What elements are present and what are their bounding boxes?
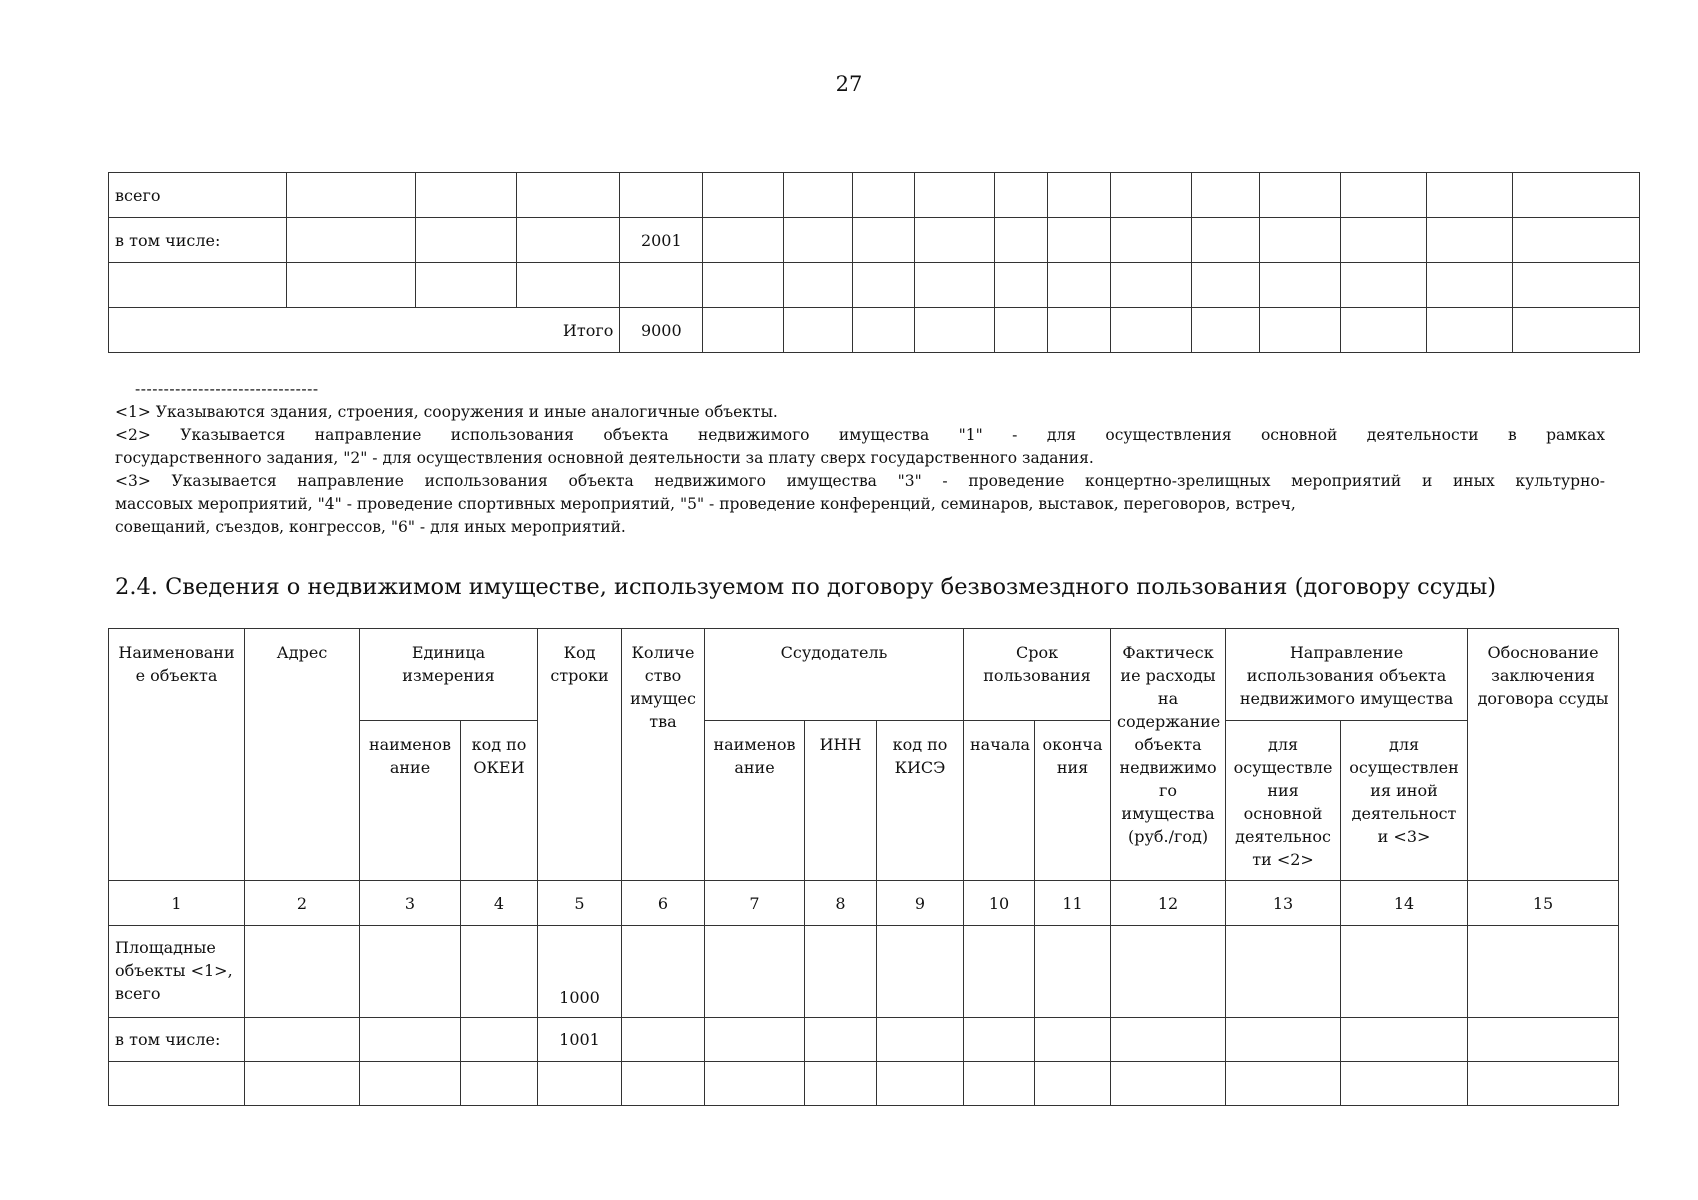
column-number: 5 [538, 881, 622, 926]
row-code [620, 173, 703, 218]
row-code: 1001 [538, 1018, 622, 1062]
column-number: 9 [877, 881, 964, 926]
header-lender-inn: ИНН [805, 721, 877, 881]
header-row [109, 629, 1619, 721]
table-row [109, 1062, 1619, 1106]
column-number: 6 [622, 881, 705, 926]
row-code: 1000 [538, 926, 622, 1018]
row-label [109, 1062, 245, 1106]
header-justification: Обоснование заключения договора ссуды [1468, 629, 1619, 881]
header-address: Адрес [245, 629, 360, 881]
total-label: Итого [109, 308, 620, 353]
footnote-2-line-1: <2> Указывается направление использования объекта недвижимого имущества "1" - для осуществления основной деятельности в рамках [115, 426, 1605, 444]
row-label: в том числе: [109, 218, 287, 263]
header-quantity: Количе ство имущес тва [622, 629, 705, 881]
column-number: 13 [1226, 881, 1341, 926]
table-row [109, 263, 1640, 308]
section-title: 2.4. Сведения о недвижимом имуществе, используемом по договору безвозмездного пользования (договору ссуды) [115, 574, 1497, 600]
header-direction-main: для осуществле ния основной деятельнос ти <2> [1226, 721, 1341, 881]
header-direction: Направление использования объекта недвижимого имущества [1226, 629, 1468, 721]
row-label: Площадные объекты <1>, всего [109, 926, 245, 1018]
column-number: 3 [360, 881, 461, 926]
header-term-start: начала [964, 721, 1035, 881]
column-number: 1 [109, 881, 245, 926]
column-number: 4 [461, 881, 538, 926]
row-label: всего [109, 173, 287, 218]
column-number: 7 [705, 881, 805, 926]
loan-property-table [108, 628, 1619, 1106]
row-code: 2001 [620, 218, 703, 263]
column-number: 11 [1035, 881, 1111, 926]
column-number-row [109, 881, 1619, 926]
row-label: в том числе: [109, 1018, 245, 1062]
column-number: 15 [1468, 881, 1619, 926]
column-number: 10 [964, 881, 1035, 926]
row-code [538, 1062, 622, 1106]
header-expenses: Фактическ ие расходы на содержание объекта недвижимо го имущества (руб./год) [1111, 629, 1226, 881]
total-row [109, 308, 1640, 353]
footnote-3-line-2: массовых мероприятий, "4" - проведение спортивных мероприятий, "5" - проведение конференций, семинаров, выставок, переговоров, встреч, [115, 495, 1296, 513]
continuation-table [108, 172, 1640, 353]
header-direction-other: для осуществлен ия иной деятельност и <3> [1341, 721, 1468, 881]
header-line-code: Код строки [538, 629, 622, 881]
footnotes [115, 378, 1605, 539]
header-lender: Ссудодатель [705, 629, 964, 721]
table-row [109, 173, 1640, 218]
column-number: 8 [805, 881, 877, 926]
header-name: Наименовани е объекта [109, 629, 245, 881]
header-term: Срок пользования [964, 629, 1111, 721]
page-number: 27 [835, 72, 863, 96]
header-unit-name: наименов ание [360, 721, 461, 881]
table-row [109, 218, 1640, 263]
table-row [109, 1018, 1619, 1062]
footnote-3-line-1: <3> Указывается направление использования объекта недвижимого имущества "3" - проведение концертно-зрелищных мероприятий и иных культурно- [115, 472, 1605, 490]
footnote-separator: -------------------------------- [135, 380, 319, 398]
table-row [109, 926, 1619, 1018]
header-term-end: оконча ния [1035, 721, 1111, 881]
column-number: 2 [245, 881, 360, 926]
header-unit: Единица измерения [360, 629, 538, 721]
header-unit-okei: код по ОКЕИ [461, 721, 538, 881]
footnote-1: <1> Указываются здания, строения, сооружения и иные аналогичные объекты. [115, 403, 778, 421]
row-label [109, 263, 287, 308]
column-number: 12 [1111, 881, 1226, 926]
footnote-2-line-2: государственного задания, "2" - для осуществления основной деятельности за плату сверх государственного задания. [115, 449, 1094, 467]
column-number: 14 [1341, 881, 1468, 926]
footnote-3-line-3: совещаний, съездов, конгрессов, "6" - для иных мероприятий. [115, 518, 626, 536]
total-code: 9000 [620, 308, 703, 353]
header-lender-kise: код по КИСЭ [877, 721, 964, 881]
row-code [620, 263, 703, 308]
header-lender-name: наименов ание [705, 721, 805, 881]
